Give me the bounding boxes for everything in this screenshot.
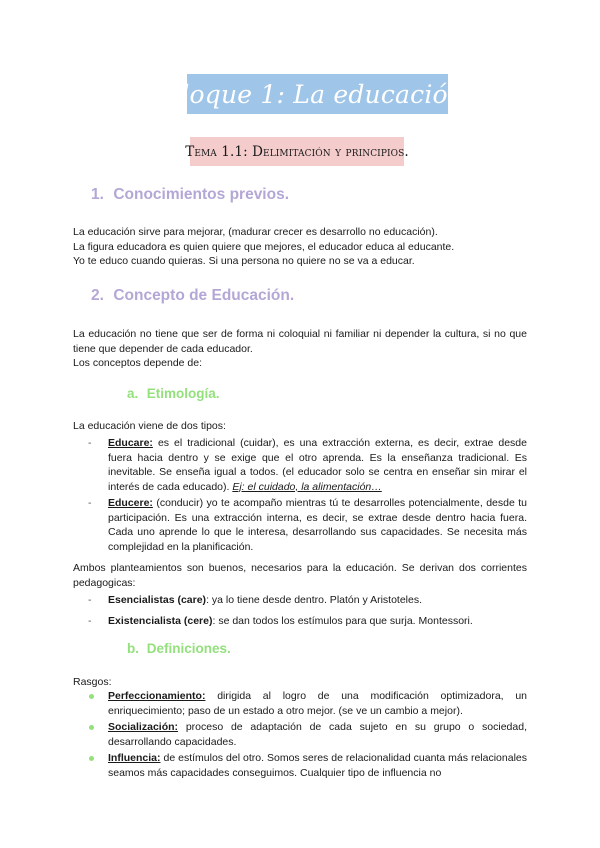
text-line: Yo te educo cuando quieras. Si una persona no quiere no se va a educar. [73, 255, 415, 267]
dash-bullet-icon: - [88, 594, 92, 606]
term: Influencia: [108, 752, 161, 764]
term: Esencialistas (care) [108, 594, 207, 606]
text-line: La figura educadora es quien quiere que mejores, el educador educa al educante. [73, 240, 455, 253]
etimologia-intro: La educación viene de dos tipos: [73, 420, 226, 432]
section-number: 1. [91, 186, 104, 203]
list-item [88, 720, 527, 749]
list-item [88, 436, 527, 494]
text-line: Los conceptos depende de: [73, 357, 203, 369]
term: Educare: [108, 437, 153, 449]
subtitle-banner [185, 137, 409, 166]
subsection-letter: b. [127, 641, 139, 656]
paragraph: La educación no tiene que ser de forma ni coloquial ni familiar ni depender la cultura, si no que tiene que depender de cada educador. [73, 328, 527, 355]
definition: : ya lo tiene desde dentro. Platón y Aristoteles. [206, 594, 423, 606]
term: Existencialista (cere) [108, 614, 213, 627]
dash-bullet-icon: - [88, 437, 92, 449]
green-bullet-icon [89, 694, 94, 699]
section-title: Concepto de Educación. [113, 287, 295, 304]
subsection-heading-a [127, 386, 220, 401]
subsection-title: Etimología. [146, 386, 220, 401]
definition: proceso de adaptación de cada sujeto en su grupo o sociedad, desarrollando capacidades. [108, 721, 527, 748]
list-item [88, 614, 527, 629]
dash-bullet-icon: - [88, 497, 92, 509]
etimologia-after: Ambos planteamientos son buenos, necesarios para la educación. Se derivan dos corrientes pedagogicas: [73, 562, 527, 589]
section-heading-2 [91, 287, 294, 305]
title-banner [162, 74, 473, 114]
subsection-letter: a. [127, 386, 139, 401]
term: Educere: [108, 497, 153, 509]
list-item [88, 593, 527, 608]
dash-bullet-icon: - [88, 614, 92, 627]
term: Socialización: [108, 721, 179, 733]
section-heading-1 [91, 186, 289, 204]
list-item [88, 751, 527, 780]
page-title: Bloque 1: La educación. [162, 79, 473, 109]
list-item [88, 496, 527, 554]
currents-list [88, 593, 527, 630]
list-item [88, 689, 527, 718]
definition: (conducir) yo te acompaño mientras tú te desarrolles potencialmente, desde tu participación. Es una extracción interna, es decir, se extrae desde dentro hacia fuera. Cada uno aprende lo que le interesa, desarrollando sus capacidades. Se necesita más complejidad en la planificación. [108, 497, 527, 553]
section2-text [73, 327, 527, 371]
text-line: La educación sirve para mejorar, (madurar crecer es desarrollo no educación). [73, 226, 438, 238]
section1-text [73, 225, 527, 269]
subsection-title: Definiciones. [146, 641, 231, 656]
green-bullet-icon [89, 756, 94, 761]
definition: : se dan todos los estímulos para que surja. Montessori. [212, 614, 473, 627]
section-title: Conocimientos previos. [113, 186, 290, 203]
page-subtitle: Tema 1.1: Delimitación y principios. [185, 143, 409, 160]
green-bullet-icon [89, 725, 94, 730]
definition: dirigida al logro de una modificación optimizadora, un enriquecimiento; paso de un estado a otro mejor. (se ve un cambio a mejor). [108, 690, 527, 717]
example: Ej: el cuidado, la alimentación… [232, 480, 382, 493]
term: Perfeccionamiento: [108, 690, 206, 702]
subsection-heading-b [127, 641, 231, 656]
definition: de estímulos del otro. Somos seres de relacionalidad cuanta más relacionales seamos más capacidades conseguimos. Cualquier tipo de influencia no [108, 752, 527, 779]
section-number: 2. [91, 287, 104, 304]
definiciones-list [88, 689, 527, 782]
etimologia-list [88, 436, 527, 556]
definiciones-intro: Rasgos: [73, 676, 112, 688]
definition: es el tradicional (cuidar), es una extracción externa, es decir, extrae desde fuera hacia dentro y se exige que el otro aprenda. Es la enseñanza tradicional. Es inevitable. Se enseña igual a todos. (el educador solo se centra en enseñar sin mirar el interés de cada educado). [108, 437, 527, 493]
